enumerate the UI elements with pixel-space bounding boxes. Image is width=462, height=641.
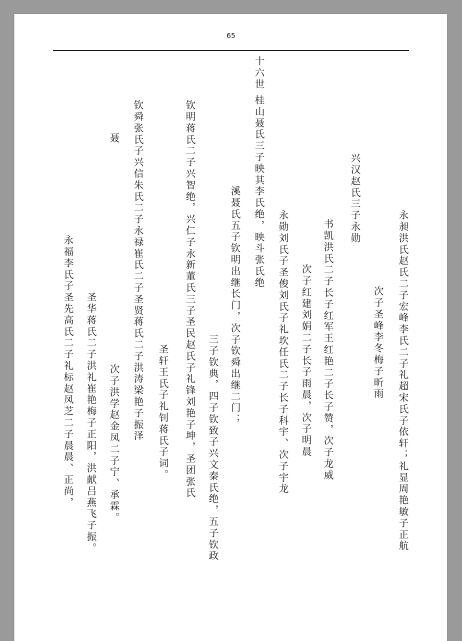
text-column: 钦明蒋氏二子兴智绝，兴仁子永新董氏三子圣民赵氏子礼锋刘艳子坤，圣团张氏 xyxy=(183,100,195,499)
header-rule xyxy=(53,50,409,51)
text-column: 钦舜张氏子兴信朱氏二子永禄崔氏二子圣贤蒋氏二子洪涛梁艳子振泽 xyxy=(131,100,143,442)
text-column: 圣华蒋氏二子洪礼崔艳梅子正阳，洪献吕燕飞子振。 xyxy=(84,292,96,555)
text-column: 三子钦典，四子钦致子兴文秦氏绝，五子钦政 xyxy=(206,334,218,562)
text-column: 次子红建刘娟二子长子雨晨，次子明晨 xyxy=(299,264,311,458)
text-column: 圣轩王氏子礼钊蒋氏子词。 xyxy=(156,344,168,481)
text-column: 永昶洪氏赵氏二子宏峰李氏二子礼超宋氏子依轩；礼显周艳敏子正航 xyxy=(396,210,408,552)
text-column: 聂 xyxy=(107,133,119,145)
text-column: 兴汉赵氏三子永勋 xyxy=(348,153,360,245)
page-number: 65 xyxy=(226,32,236,40)
text-column: 书凯洪氏二子长子红军王红艳二子长子赞，次子龙威 xyxy=(321,219,333,482)
text-column: 永福李氏子圣先高氏二子礼标赵凤芝二子晨晨、正尚， xyxy=(61,235,73,509)
book-page xyxy=(14,14,447,641)
text-column: 十六世 桂山聂氏三子映其李氏绝，映斗张氏绝 xyxy=(252,56,264,289)
text-column: 次子圣峰李冬梅子昕雨 xyxy=(371,286,383,400)
text-column: 次子洪学赵金凤二子宁、承霖。 xyxy=(107,364,119,524)
text-column: 溪聂氏五子钦明出继长门，次子钦舜出继二门； xyxy=(228,186,240,426)
text-column: 永勋刘氏子圣俊刘氏子礼坎任氏二子长子科宇、次子宇龙 xyxy=(276,210,288,495)
